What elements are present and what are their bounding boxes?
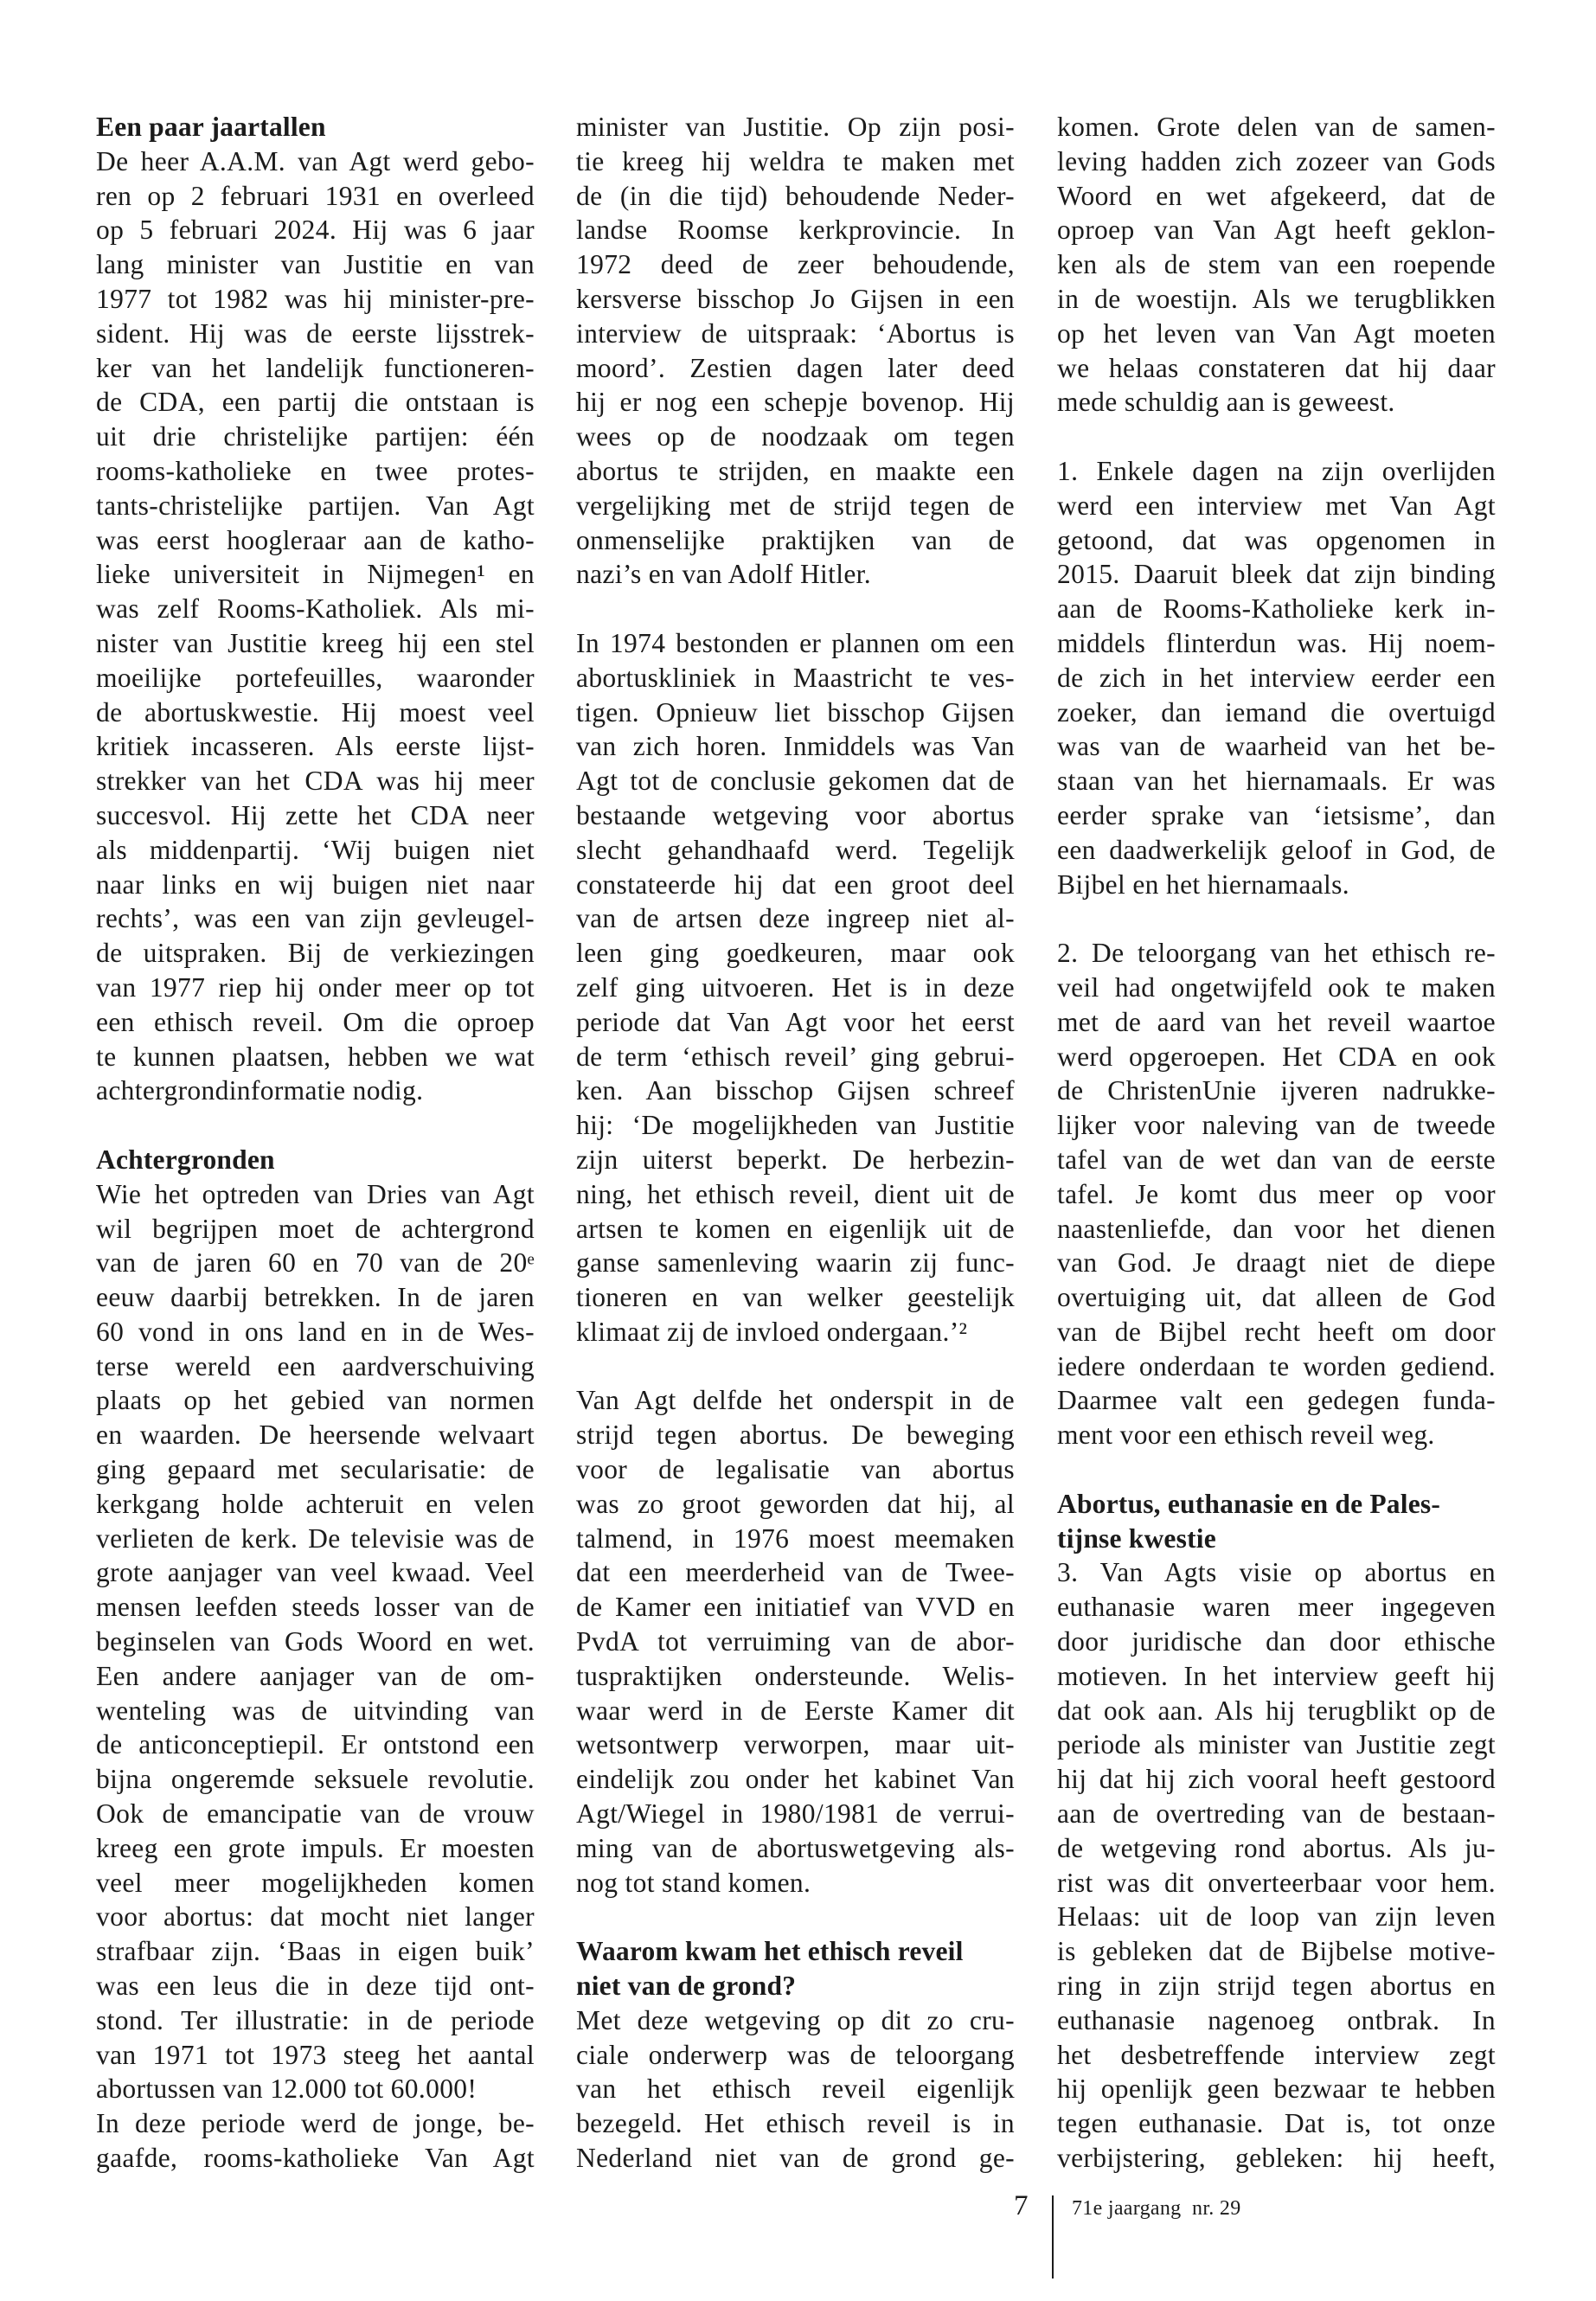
text-line: de (in die tijd) behoudende Neder- [576, 180, 1015, 211]
article-column-2 [576, 110, 1015, 2176]
text-line: nog tot stand komen. [576, 1867, 811, 1898]
text-line: de term ‘ethisch reveil’ ging gebrui- [576, 1041, 1015, 1072]
text-line: 1. Enkele dagen na zijn overlijden [1057, 455, 1496, 486]
text-line: Agt tot de conclusie gekomen dat de [576, 766, 1015, 797]
text-line: te kunnen plaatsen, hebben we wat [96, 1041, 535, 1072]
text-line: 2015. Daaruit bleek dat zijn binding [1057, 559, 1496, 590]
text-line: In 1974 bestonden er plannen om een [576, 627, 1015, 658]
text-line: op het leven van Van Agt moeten [1057, 317, 1496, 349]
text-line: door juridische dan door ethische [1057, 1626, 1496, 1657]
text-line: Waarom kwam het ethisch reveil [576, 1936, 964, 1967]
text-line: moord’. Zestien dagen later deed [576, 352, 1015, 383]
text-line: ment voor een ethisch reveil weg. [1057, 1420, 1435, 1451]
text-line: naar links en wij buigen niet naar [96, 868, 535, 900]
text-line: hij dat hij zich vooral heeft gestoord [1057, 1764, 1496, 1795]
body-paragraph [576, 626, 1015, 1349]
text-line: hij openlijk geen bezwaar te hebben [1057, 2073, 1496, 2105]
text-line: hij: ‘De mogelijkheden van Justitie [576, 1110, 1015, 1141]
text-line: was van de waarheid van het be- [1057, 731, 1496, 762]
text-line: hij er nog een schepje bovenop. Hij [576, 387, 1015, 418]
text-line: nister van Justitie kreeg hij een stel [96, 627, 535, 658]
text-line: achtergrondinformatie nodig. [96, 1075, 424, 1106]
text-line: artsen te komen en eigenlijk uit de [576, 1213, 1015, 1244]
text-line: motieven. In het interview geeft hij [1057, 1660, 1496, 1691]
text-line: sident. Hij was de eerste lijsstrek- [96, 317, 535, 349]
text-line: euthanasie nagenoeg ontbrak. In [1057, 2004, 1496, 2035]
text-line: een ethisch reveil. Om die oproep [96, 1006, 535, 1037]
paragraph-spacer [1057, 1452, 1496, 1487]
text-line: is gebleken dat de Bijbelse motive- [1057, 1936, 1496, 1967]
text-line: van de jaren 60 en 70 van de 20ᵉ [96, 1247, 535, 1279]
text-line: de uitspraken. Bij de verkiezingen [96, 938, 535, 969]
text-line: veil had ongetwijfeld ook te maken [1057, 971, 1496, 1003]
text-line: ken als de stem van een roepende [1057, 249, 1496, 280]
text-line: staan van het hiernamaals. Er was [1057, 766, 1496, 797]
text-line: naastenliefde, dan voor het dienen [1057, 1213, 1496, 1244]
text-line: tie kreeg hij weldra te maken met [576, 145, 1015, 176]
text-line: lijker voor naleving van de tweede [1057, 1110, 1496, 1141]
article-column-3 [1057, 110, 1496, 2176]
text-line: PvdA tot verruiming van de abor- [576, 1626, 1015, 1657]
text-line: komen. Grote delen van de samen- [1057, 112, 1496, 142]
text-line: Woord en wet afgekeerd, dat de [1057, 180, 1496, 211]
text-line: de zich in het interview eerder een [1057, 662, 1496, 693]
text-line: van zich horen. Inmiddels was Van [576, 731, 1015, 762]
text-line: de CDA, een partij die ontstaan is [96, 387, 535, 418]
text-line: tafel. Je komt dus meer op voor [1057, 1178, 1496, 1209]
text-line: leen ging goedkeuren, maar ook [576, 938, 1015, 969]
text-line: was zo groot geworden dat hij, al [576, 1488, 1015, 1519]
text-line: terse wereld een aardverschuiving [96, 1350, 535, 1381]
text-line: iedere onderdaan te worden gediend. [1057, 1350, 1496, 1381]
body-paragraph [1057, 110, 1496, 420]
text-line: mede schuldig aan is geweest. [1057, 387, 1395, 418]
text-line: kritiek incasseren. Als eerste lijst- [96, 731, 535, 762]
text-line: vergelijking met de strijd tegen de [576, 490, 1015, 521]
text-line: tants-christelijke partijen. Van Agt [96, 490, 535, 521]
paragraph-spacer [576, 592, 1015, 626]
text-line: wetsontwerp verworpen, maar uit- [576, 1729, 1015, 1760]
text-line: de ChristenUnie ijveren nadrukke- [1057, 1075, 1496, 1106]
text-line: van God. Je draagt niet de diepe [1057, 1247, 1496, 1279]
text-line: grote aanjager van veel kwaad. Veel [96, 1557, 535, 1588]
text-line: zelf ging uitvoeren. Het is in deze [576, 971, 1015, 1003]
issue-label: 71e jaargang nr. 29 [1072, 2197, 1241, 2220]
text-line: Met deze wetgeving op dit zo cru- [576, 2004, 1015, 2035]
text-line: beginselen van Gods Woord en wet. [96, 1626, 535, 1657]
text-line: en waarden. De heersende welvaart [96, 1420, 535, 1451]
text-line: voor abortus: dat mocht niet langer [96, 1901, 535, 1932]
text-line: ning, het ethisch reveil, dient uit de [576, 1178, 1015, 1209]
text-line: lang minister van Justitie en van [96, 249, 535, 280]
paragraph-spacer [96, 1108, 535, 1143]
text-line: tijnse kwestie [1057, 1522, 1216, 1554]
text-line: dat ook aan. Als hij terugblikt op de [1057, 1695, 1496, 1726]
text-line: tafel van de wet dan van de eerste [1057, 1144, 1496, 1175]
text-line: onmenselijke praktijken van de [576, 524, 1015, 555]
text-line: met de aard van het reveil waartoe [1057, 1006, 1496, 1037]
text-line: moeilijke portefeuilles, waaronder [96, 662, 535, 693]
text-line: Abortus, euthanasie en de Pales- [1057, 1488, 1441, 1519]
text-line: minister van Justitie. Op zijn posi- [576, 112, 1015, 142]
text-line: talmend, in 1976 moest meemaken [576, 1522, 1015, 1554]
page-number: 7 [1014, 2190, 1029, 2221]
text-line: ming van de abortuswetgeving als- [576, 1832, 1015, 1863]
paragraph-spacer [576, 1900, 1015, 1934]
text-line: ker van het landelijk functioneren- [96, 352, 535, 383]
text-line: plaats op het gebied van normen [96, 1385, 535, 1416]
text-line: Een paar jaartallen [96, 112, 326, 142]
footer-divider [1052, 2195, 1054, 2279]
text-line: ring in zijn strijd tegen abortus en [1057, 1971, 1496, 2002]
text-line: waar werd in de Eerste Kamer dit [576, 1695, 1015, 1726]
body-paragraph [576, 1383, 1015, 1900]
text-line: dat een meerderheid van de Twee- [576, 1557, 1015, 1588]
text-line: aan de Rooms-Katholieke kerk in- [1057, 593, 1496, 625]
body-paragraph [1057, 936, 1496, 1452]
text-line: overtuiging uit, dat alleen de God [1057, 1282, 1496, 1313]
article-column-1 [96, 110, 535, 2176]
text-line: Daarmee valt een gedegen funda- [1057, 1385, 1496, 1416]
section-heading [1057, 1487, 1496, 1556]
text-line: een daadwerkelijk geloof in God, de [1057, 834, 1496, 865]
text-line: slecht gehandhaafd werd. Tegelijk [576, 834, 1015, 865]
text-line: was eerst hoogleraar aan de katho- [96, 524, 535, 555]
text-line: eeuw daarbij betrekken. In de jaren [96, 1282, 535, 1313]
text-line: wees op de noodzaak om tegen [576, 421, 1015, 452]
paragraph-spacer [1057, 420, 1496, 454]
section-heading [576, 1934, 1015, 2003]
text-line: Achtergronden [96, 1144, 275, 1175]
paragraph-spacer [576, 1349, 1015, 1384]
text-line: 1972 deed de zeer behoudende, [576, 249, 1015, 280]
text-line: de Kamer een initiatief van VVD en [576, 1592, 1015, 1623]
section-heading [96, 110, 535, 144]
text-line: rooms-katholieke en twee protes- [96, 455, 535, 486]
text-line: tuspraktijken ondersteunde. Welis- [576, 1660, 1015, 1691]
text-line: klimaat zij de invloed ondergaan.’² [576, 1316, 968, 1347]
text-line: 60 vond in ons land en in de Wes- [96, 1316, 535, 1347]
text-line: kerkgang holde achteruit en velen [96, 1488, 535, 1519]
text-line: nazi’s en van Adolf Hitler. [576, 559, 871, 590]
text-line: aan de overtreding van de bestaan- [1057, 1798, 1496, 1830]
text-line: Ook de emancipatie van de vrouw [96, 1798, 535, 1830]
text-line: eerder sprake van ‘ietsisme’, dan [1057, 799, 1496, 830]
text-line: Van Agt delfde het onderspit in de [576, 1385, 1015, 1416]
text-line: wil begrijpen moet de achtergrond [96, 1213, 535, 1244]
text-line: veel meer mogelijkheden komen [96, 1867, 535, 1898]
text-line: oproep van Van Agt heeft geklon- [1057, 215, 1496, 246]
text-line: getoond, dat was opgenomen in [1057, 524, 1496, 555]
body-paragraph [1057, 1555, 1496, 2175]
text-line: de anticonceptiepil. Er ontstond een [96, 1729, 535, 1760]
text-line: 1977 tot 1982 was hij minister-pre- [96, 283, 535, 314]
text-line: van de Bijbel recht heeft om door [1057, 1316, 1496, 1347]
text-line: tigen. Opnieuw liet bisschop Gijsen [576, 696, 1015, 727]
text-line: de abortuskwestie. Hij moest veel [96, 696, 535, 727]
text-line: uit drie christelijke partijen: één [96, 421, 535, 452]
text-line: als middenpartij. ‘Wij buigen niet [96, 834, 535, 865]
text-line: leving hadden zich zozeer van Gods [1057, 145, 1496, 176]
text-line: de wetgeving rond abortus. Als ju- [1057, 1832, 1496, 1863]
text-line: rechts’, was een van zijn gevleugel- [96, 903, 535, 934]
text-line: lieke universiteit in Nijmegen¹ en [96, 559, 535, 590]
section-heading [96, 1143, 535, 1177]
text-line: constateerde hij dat een groot deel [576, 868, 1015, 900]
text-line: rist was dit onverteerbaar voor hem. [1057, 1867, 1496, 1898]
text-line: strijd tegen abortus. De beweging [576, 1420, 1015, 1451]
text-line: strafbaar zijn. ‘Baas in eigen buik’ [96, 1936, 535, 1967]
text-line: op 5 februari 2024. Hij was 6 jaar [96, 215, 535, 246]
text-line: verlieten de kerk. De televisie was de [96, 1522, 535, 1554]
text-line: was zelf Rooms-Katholiek. Als mi- [96, 593, 535, 625]
text-line: strekker van het CDA was hij meer [96, 766, 535, 797]
text-line: middels flinterdun was. Hij noem- [1057, 627, 1496, 658]
text-line: was een leus die in deze tijd ont- [96, 1971, 535, 2002]
text-line: ciale onderwerp was de teloorgang [576, 2039, 1015, 2070]
body-paragraph [96, 144, 535, 1108]
text-line: eindelijk zou onder het kabinet Van [576, 1764, 1015, 1795]
text-line: we helaas constateren dat hij daar [1057, 352, 1496, 383]
text-line: kreeg een grote impuls. Er moesten [96, 1832, 535, 1863]
text-line: Nederland niet van de grond ge- [576, 2143, 1015, 2174]
text-line: wenteling was de uitvinding van [96, 1695, 535, 1726]
text-line: interview de uitspraak: ‘Abortus is [576, 317, 1015, 349]
text-line: De heer A.A.M. van Agt werd gebo- [96, 145, 535, 176]
text-line: bijna ongeremde seksuele revolutie. [96, 1764, 535, 1795]
text-line: van het ethisch reveil eigenlijk [576, 2073, 1015, 2105]
text-line: 3. Van Agts visie op abortus en [1057, 1557, 1496, 1588]
text-line: ging gepaard met secularisatie: de [96, 1454, 535, 1485]
text-line: Bijbel en het hiernamaals. [1057, 868, 1349, 900]
text-line: ren op 2 februari 1931 en overleed [96, 180, 535, 211]
text-line: verbijstering, gebleken: hij heeft, [1057, 2143, 1496, 2174]
body-paragraph [576, 2003, 1015, 2176]
text-line: van de artsen deze ingreep niet al- [576, 903, 1015, 934]
text-line: kersverse bisschop Jo Gijsen in een [576, 283, 1015, 314]
text-line: euthanasie waren meer ingegeven [1057, 1592, 1496, 1623]
body-paragraph [96, 2106, 535, 2176]
text-line: stond. Ter illustratie: in de periode [96, 2004, 535, 2035]
body-paragraph [96, 1177, 535, 2107]
text-line: landse Roomse kerkprovincie. In [576, 215, 1015, 246]
text-line: van 1971 tot 1973 steeg het aantal [96, 2039, 535, 2070]
text-line: tegen euthanasie. Dat is, tot onze [1057, 2108, 1496, 2139]
text-line: van 1977 riep hij onder meer op tot [96, 971, 535, 1003]
text-line: bestaande wetgeving voor abortus [576, 799, 1015, 830]
text-line: periode dat Van Agt voor het eerst [576, 1006, 1015, 1037]
text-line: 2. De teloorgang van het ethisch re- [1057, 938, 1496, 969]
text-line: Agt/Wiegel in 1980/1981 de verrui- [576, 1798, 1015, 1830]
text-line: Helaas: uit de loop van zijn leven [1057, 1901, 1496, 1932]
text-line: zijn uiterst beperkt. De herbezin- [576, 1144, 1015, 1175]
text-line: werd een interview met Van Agt [1057, 490, 1496, 521]
text-line: In deze periode werd de jonge, be- [96, 2108, 535, 2139]
text-line: werd opgeroepen. Het CDA en ook [1057, 1041, 1496, 1072]
text-line: tioneren en van welker geestelijk [576, 1282, 1015, 1313]
text-line: abortus te strijden, en maakte een [576, 455, 1015, 486]
text-line: niet van de grond? [576, 1971, 797, 2002]
text-line: abortussen van 12.000 tot 60.000! [96, 2073, 478, 2105]
text-line: abortuskliniek in Maastricht te ves- [576, 662, 1015, 693]
text-line: in de woestijn. Als we terugblikken [1057, 283, 1496, 314]
text-line: ken. Aan bisschop Gijsen schreef [576, 1075, 1015, 1106]
paragraph-spacer [1057, 901, 1496, 936]
text-line: gaafde, rooms-katholieke Van Agt [96, 2143, 535, 2174]
body-paragraph [576, 110, 1015, 592]
text-line: zoeker, dan iemand die overtuigd [1057, 696, 1496, 727]
text-line: periode als minister van Justitie zegt [1057, 1729, 1496, 1760]
text-line: succesvol. Hij zette het CDA neer [96, 799, 535, 830]
text-line: ganse samenleving waarin zij func- [576, 1247, 1015, 1279]
text-line: mensen leefden steeds losser van de [96, 1592, 535, 1623]
text-line: het desbetreffende interview zegt [1057, 2039, 1496, 2070]
text-line: voor de legalisatie van abortus [576, 1454, 1015, 1485]
body-paragraph [1057, 454, 1496, 901]
text-line: bezegeld. Het ethisch reveil is in [576, 2108, 1015, 2139]
text-line: Wie het optreden van Dries van Agt [96, 1178, 535, 1209]
text-line: Een andere aanjager van de om- [96, 1660, 535, 1691]
